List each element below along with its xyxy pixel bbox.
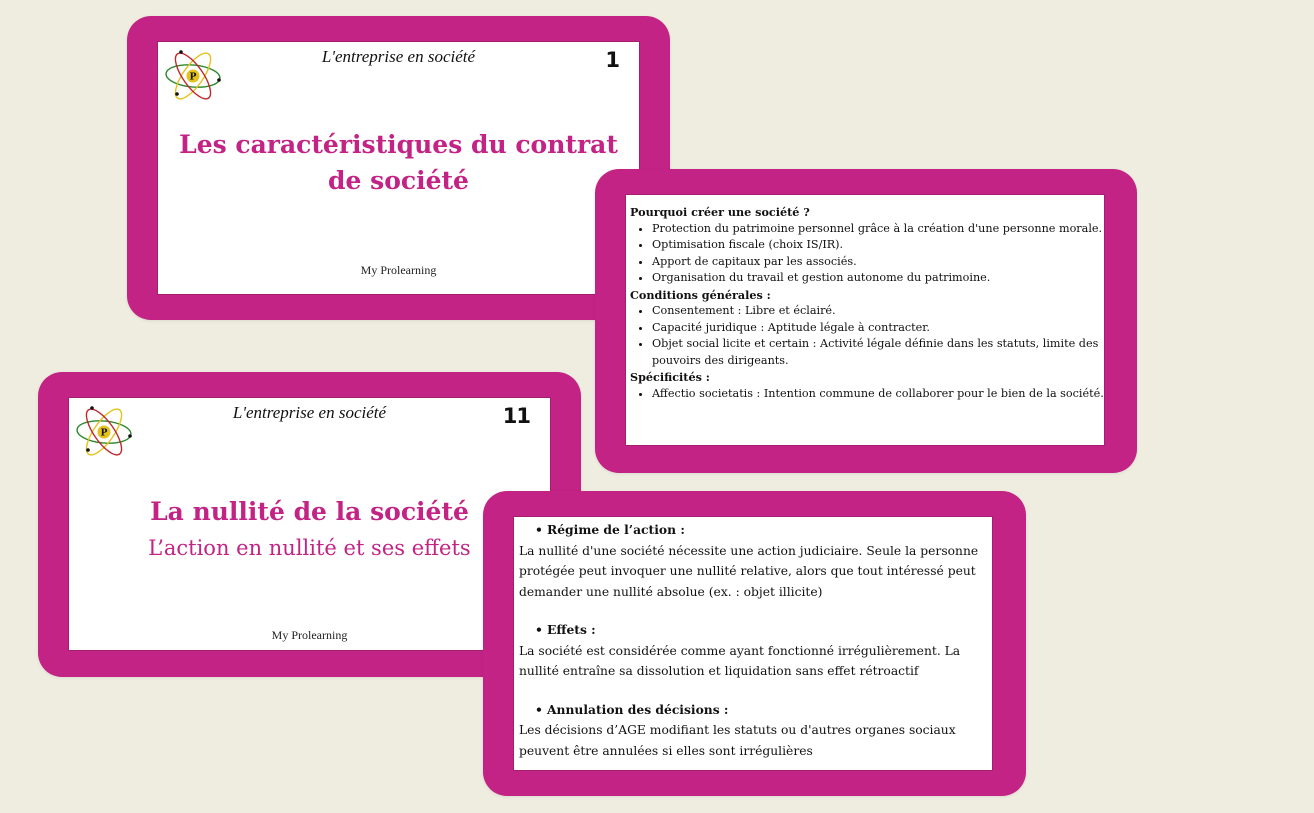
list-item: • Protection du patrimoine personnel grâce à la création d'une personne morale. — [652, 221, 1104, 238]
section-text: La société est considérée comme ayant fonctionné irrégulièrement. La nullité entraîne sa dissolution et liquidation sans effet rétroactif — [519, 643, 961, 678]
section-heading-text: Régime de l’action : — [547, 522, 685, 537]
card-number: 11 — [502, 404, 530, 428]
flashcard-11-back[interactable] — [483, 491, 1026, 796]
section-heading — [519, 520, 992, 541]
flashcard-1-back-face — [626, 195, 1104, 445]
list-item: • Capacité juridique : Aptitude légale à contracter. — [652, 320, 1104, 337]
list-item: • Consentement : Libre et éclairé. — [652, 303, 1104, 320]
section-text: La nullité d'une société nécessite une action judiciaire. Seule la personne protégée peut invoquer une nullité relative, alors que tout intéressé peut demander une nullité absolue (ex. : objet illicite) — [519, 543, 979, 599]
section-heading — [519, 700, 992, 721]
card-footer: My Prolearning — [271, 628, 348, 642]
section-heading — [519, 620, 992, 641]
list-item: • Optimisation fiscale (choix IS/IR). — [652, 237, 1104, 254]
section-conditions — [630, 287, 1104, 370]
section-heading: Conditions générales : — [630, 287, 771, 302]
card-title-line-1: Les caractéristiques du contrat — [179, 130, 618, 159]
list-item: • Organisation du travail et gestion autonome du patrimoine. — [652, 270, 1104, 287]
flashcard-1[interactable] — [127, 16, 670, 320]
card-number: 1 — [605, 48, 619, 72]
section-heading-text: Annulation des décisions : — [547, 701, 729, 717]
section-specificities — [630, 369, 1104, 402]
section-heading: Pourquoi créer une société ? — [630, 205, 810, 219]
card-title: La nullité de la société — [150, 497, 469, 526]
flashcard-11-back-face — [514, 517, 992, 770]
card-header-title: L'entreprise en société — [321, 47, 476, 66]
svg-text:P: P — [100, 428, 108, 439]
svg-text:P: P — [189, 72, 197, 83]
card-title-line-2: de société — [328, 166, 469, 195]
list-item: • Objet social licite et certain : Activité légale définie dans les statuts, limite des pouvoirs des dirigeants. — [652, 336, 1104, 369]
bullet-dot: • — [535, 622, 543, 637]
section-why — [630, 204, 1104, 287]
section-heading-text: Effets : — [547, 622, 596, 637]
bullet-dot: • — [535, 522, 543, 537]
list-item: • Affectio societatis : Intention commune de collaborer pour le bien de la société. — [652, 386, 1104, 403]
section-heading: Spécificités : — [630, 370, 710, 384]
bullet-list — [630, 386, 1104, 403]
flashcard-1-back[interactable] — [595, 169, 1137, 473]
card-header-title: L'entreprise en société — [232, 403, 387, 422]
list-item: • Apport de capitaux par les associés. — [652, 254, 1104, 271]
flashcard-1-face — [158, 42, 639, 294]
card-subtitle: L’action en nullité et ses effets — [148, 536, 471, 560]
bullet-list — [630, 303, 1104, 369]
bullet-dot: • — [535, 701, 543, 717]
bullet-list — [630, 221, 1104, 287]
section-text: Les décisions d’AGE modifiant les statuts ou d'autres organes sociaux peuvent être annulées si elles sont irrégulières — [519, 723, 956, 758]
flashcard-11-face — [69, 398, 550, 650]
card-footer: My Prolearning — [360, 263, 437, 277]
